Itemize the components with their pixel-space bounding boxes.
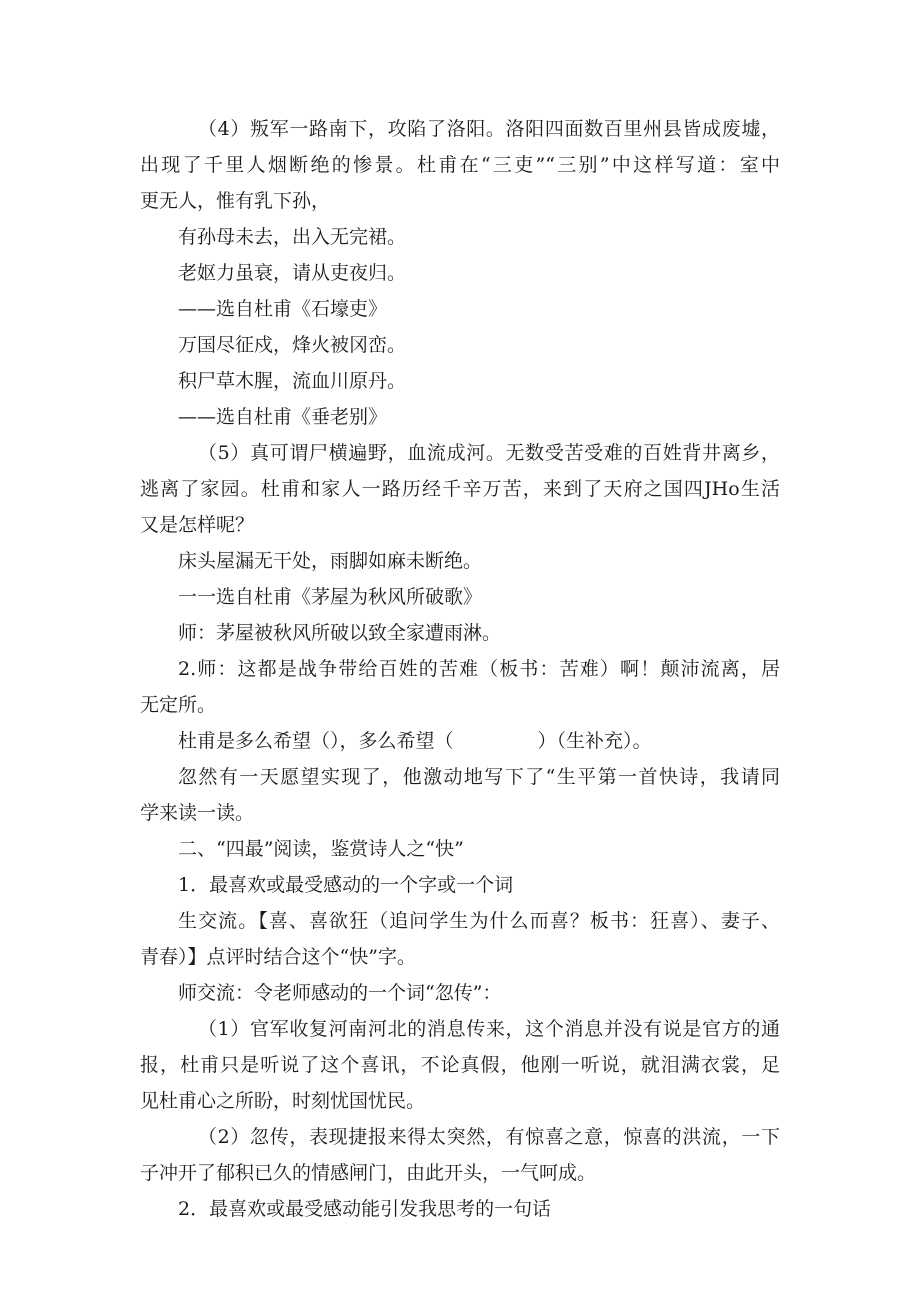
item-2-line-2: 子冲开了郁积已久的情感闸门，由此开头，一气呵成。 <box>140 1162 597 1184</box>
point-2-line-1: 2.师：这都是战争带给百姓的苦难（板书：苦难）啊！颠沛流离，居 <box>178 658 780 680</box>
student-exchange-line-1: 生交流。【喜、喜欲狂（追问学生为什么而喜？板书：狂喜）、妻子、 <box>178 910 780 932</box>
subheading-2: 2．最喜欢或最受感动能引发我思考的一句话 <box>178 1198 552 1220</box>
poem-source-chuilaobie: ——选自杜甫《垂老别》 <box>178 406 388 428</box>
item-1-line-1: （1）官军收复河南河北的消息传来，这个消息并没有说是官方的通 <box>198 1018 780 1040</box>
subheading-1: 1．最喜欢或最受感动的一个字或一个词 <box>178 874 514 896</box>
poem-source-shihaoli: ——选自杜甫《石壕吏》 <box>178 298 388 320</box>
poem-source-maowu: 一一选自杜甫《茅屋为秋风所破歌》 <box>178 586 483 608</box>
fill-blank-line <box>178 728 652 754</box>
narration-line-1: 忽然有一天愿望实现了，他激动地写下了“生平第一首快诗，我请同 <box>178 766 780 788</box>
poem-line-3: 万国尽征戍，烽火被冈峦。 <box>178 334 407 356</box>
student-exchange-line-2: 青春）】点评时结合这个“快”字。 <box>140 946 416 968</box>
point-2-line-2: 无定所。 <box>140 694 217 716</box>
item-2-line-1: （2）忽传，表现捷报来得太突然，有惊喜之意，惊喜的洪流，一下 <box>198 1126 780 1148</box>
section-heading-2: 二、“四最”阅读，鉴赏诗人之“快” <box>178 838 464 860</box>
poem-line-4: 积尸草木腥，流血川原丹。 <box>178 370 407 392</box>
narration-line-2: 学来读一读。 <box>140 802 255 824</box>
item-1-line-2: 报，杜甫只是听说了这个喜讯，不论真假，他刚一听说，就泪满衣裳，足 <box>140 1054 780 1076</box>
poem-line-2: 老妪力虽衰，请从吏夜归。 <box>178 262 407 284</box>
teacher-remark: 师：茅屋被秋风所破以致全家遭雨淋。 <box>178 622 502 644</box>
paragraph-5-line-3: 又是怎样呢？ <box>140 514 255 536</box>
paragraph-4-line-3: 更无人，惟有乳下孙， <box>140 190 331 212</box>
paragraph-5-line-2: 逃离了家园。杜甫和家人一路历经千辛万苦，来到了天府之国四JHo生活 <box>140 478 780 500</box>
item-1-line-3: 见杜甫心之所盼，时刻忧国忧民。 <box>140 1090 426 1112</box>
paragraph-5-line-1: （5）真可谓尸横遍野，血流成河。无数受苦受难的百姓背井离乡， <box>198 442 780 464</box>
poem-line-5: 床头屋漏无干处，雨脚如麻未断绝。 <box>178 550 483 572</box>
paragraph-4-line-2: 出现了千里人烟断绝的惨景。杜甫在“三吏”“三别”中这样写道：室中 <box>140 154 780 176</box>
poem-line-1: 有孙母未去，出入无完裙。 <box>178 226 407 248</box>
fill-blank-part-2: ）（生补充）。 <box>537 730 652 752</box>
paragraph-4-line-1: （4）叛军一路南下，攻陷了洛阳。洛阳四面数百里州县皆成废墟， <box>198 118 780 140</box>
teacher-exchange: 师交流：令老师感动的一个词“忽传”： <box>178 982 502 1004</box>
fill-blank-part-1: 杜甫是多么希望（），多么希望（ <box>178 730 454 752</box>
